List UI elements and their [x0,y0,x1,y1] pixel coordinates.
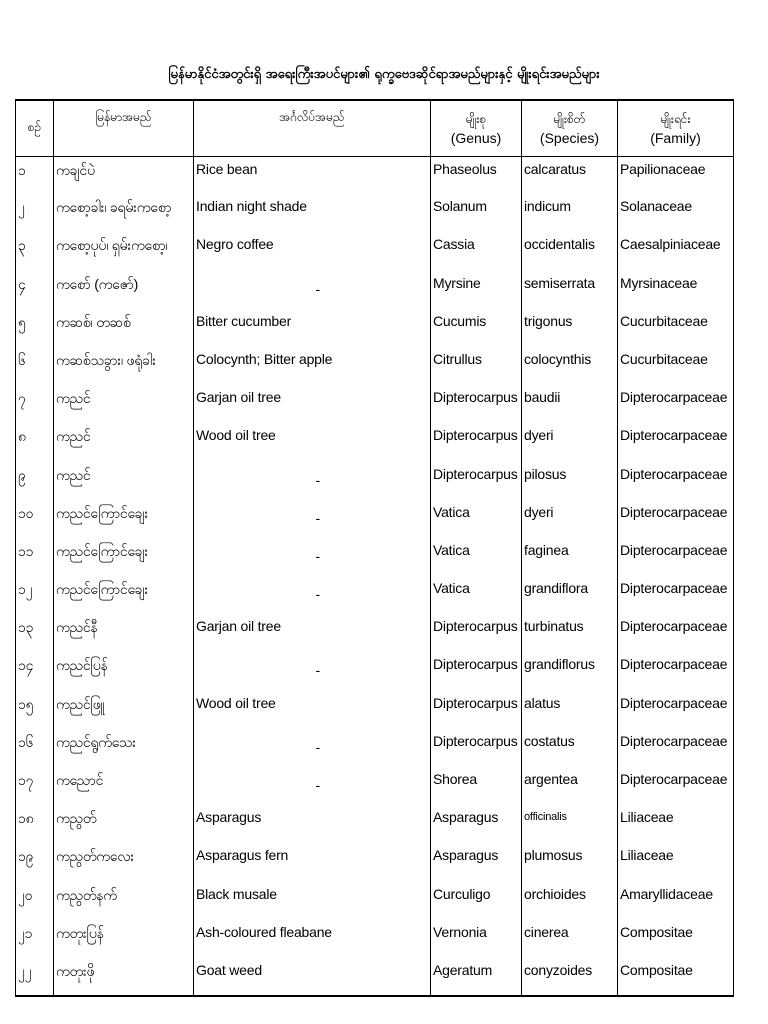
family-cell: Dipterocarpaceae [618,767,734,805]
table-row [16,385,734,423]
table-row [16,576,734,614]
table-row [16,347,734,385]
genus-cell: Vernonia [431,920,522,958]
genus-cell: Citrullus [431,347,522,385]
species-cell: pilosus [522,462,618,500]
table-row [16,462,734,500]
myanmar-name-cell: ကတုးပြန် [54,920,194,958]
myanmar-name-cell: ကညင် [54,423,194,461]
genus-cell: Vatica [431,576,522,614]
row-number: ၆ [16,347,54,385]
table-row [16,271,734,309]
family-cell: Myrsinaceae [618,271,734,309]
english-name-cell: - [194,271,431,309]
english-name-cell: - [194,576,431,614]
myanmar-name-cell: ကစော့ပုပ်၊ ရှမ်းကစော့၊ [54,232,194,270]
family-cell: Dipterocarpaceae [618,423,734,461]
row-number: ၁၁ [16,538,54,576]
myanmar-name-cell: ကညင် [54,462,194,500]
family-cell: Dipterocarpaceae [618,691,734,729]
genus-cell: Dipterocarpus [431,462,522,500]
header-english-name: အင်္ဂလိပ်အမည် [194,100,431,156]
genus-cell: Cassia [431,232,522,270]
species-cell: trigonus [522,309,618,347]
page-title: မြန်မာနိုင်ငံအတွင်းရှိ အရေးကြီးအပင်များ၏ ရုက္ခဗေဒဆိုင်ရာအမည်များနှင့် မျိုးရင်းအမည်များ [168,67,600,82]
genus-cell: Dipterocarpus [431,729,522,767]
table-row [16,614,734,652]
table-row [16,194,734,232]
genus-cell: Dipterocarpus [431,652,522,690]
row-number: ၁၉ [16,843,54,881]
row-number: ၂၁ [16,920,54,958]
table-row [16,691,734,729]
species-cell: dyeri [522,423,618,461]
species-cell: officinalis [522,805,618,843]
family-cell: Dipterocarpaceae [618,729,734,767]
family-cell: Dipterocarpaceae [618,652,734,690]
english-name-cell: Goat weed [194,958,431,996]
myanmar-name-cell: ကညင်ပြန် [54,652,194,690]
table-row [16,958,734,996]
genus-cell: Dipterocarpus [431,691,522,729]
genus-cell: Asparagus [431,843,522,881]
english-name-cell: Asparagus [194,805,431,843]
header-family: မျိုးရင်း (Family) [618,100,734,156]
row-number: ၁၈ [16,805,54,843]
myanmar-name-cell: ကညင်ရွက်သေး [54,729,194,767]
family-cell: Liliaceae [618,843,734,881]
species-cell: semiserrata [522,271,618,309]
row-number: ၁ [16,156,54,194]
species-cell: orchioides [522,882,618,920]
genus-cell: Myrsine [431,271,522,309]
family-cell: Papilionaceae [618,156,734,194]
species-cell: dyeri [522,500,618,538]
species-cell: calcaratus [522,156,618,194]
myanmar-name-cell: ကဆစ်၊ တဆစ် [54,309,194,347]
plant-names-table [15,99,734,997]
table-row [16,652,734,690]
myanmar-name-cell: ကညင် [54,385,194,423]
row-number: ၉ [16,462,54,500]
family-cell: Amaryllidaceae [618,882,734,920]
genus-cell: Curculigo [431,882,522,920]
table-row [16,232,734,270]
row-number: ၁၄ [16,652,54,690]
species-cell: indicum [522,194,618,232]
myanmar-name-cell: ကညင်ဖြူ [54,691,194,729]
family-cell: Dipterocarpaceae [618,500,734,538]
myanmar-name-cell: ကဆစ်သခွား၊ ဖရုံခါး [54,347,194,385]
myanmar-name-cell: ကညင်ကြောင်ချေး [54,538,194,576]
genus-cell: Cucumis [431,309,522,347]
english-name-cell: Garjan oil tree [194,614,431,652]
family-cell: Dipterocarpaceae [618,462,734,500]
species-cell: occidentalis [522,232,618,270]
header-myanmar-name: မြန်မာအမည် [54,100,194,156]
english-name-cell: - [194,462,431,500]
myanmar-name-cell: ကစော် (ကဇော်) [54,271,194,309]
myanmar-name-cell: ကညွတ်နက် [54,882,194,920]
english-name-cell: - [194,767,431,805]
english-name-cell: - [194,538,431,576]
table-row [16,882,734,920]
myanmar-name-cell: ကညင်ကြောင်ချေး [54,576,194,614]
myanmar-name-cell: ကချင်ပဲ [54,156,194,194]
myanmar-name-cell: ကစော့ခါး၊ ခရမ်းကစော့ [54,194,194,232]
table-row [16,309,734,347]
english-name-cell: - [194,500,431,538]
genus-cell: Dipterocarpus [431,423,522,461]
english-name-cell: Garjan oil tree [194,385,431,423]
genus-cell: Solanum [431,194,522,232]
row-number: ၅ [16,309,54,347]
species-cell: baudii [522,385,618,423]
header-genus: မျိုးစု (Genus) [431,100,522,156]
species-cell: grandiflorus [522,652,618,690]
family-cell: Solanaceae [618,194,734,232]
myanmar-name-cell: ကတုးဖို [54,958,194,996]
table-row [16,805,734,843]
species-cell: conyzoides [522,958,618,996]
row-number: ၂၀ [16,882,54,920]
species-cell: faginea [522,538,618,576]
row-number: ၂ [16,194,54,232]
row-number: ၁၂ [16,576,54,614]
species-cell: alatus [522,691,618,729]
english-name-cell: Indian night shade [194,194,431,232]
myanmar-name-cell: ကညင်ကြောင်ချေး [54,500,194,538]
species-cell: grandiflora [522,576,618,614]
table-row [16,500,734,538]
table-row [16,729,734,767]
myanmar-name-cell: ကညွတ် [54,805,194,843]
english-name-cell: Black musale [194,882,431,920]
family-cell: Caesalpiniaceae [618,232,734,270]
table-row [16,843,734,881]
english-name-cell: - [194,652,431,690]
english-name-cell: Bitter cucumber [194,309,431,347]
genus-cell: Phaseolus [431,156,522,194]
family-cell: Dipterocarpaceae [618,538,734,576]
row-number: ၁၇ [16,767,54,805]
family-cell: Cucurbitaceae [618,347,734,385]
table-row [16,156,734,194]
row-number: ၁၆ [16,729,54,767]
header-no: စဉ် [16,100,54,156]
family-cell: Liliaceae [618,805,734,843]
row-number: ၂၂ [16,958,54,996]
english-name-cell: Wood oil tree [194,423,431,461]
myanmar-name-cell: ကညောင် [54,767,194,805]
species-cell: colocynthis [522,347,618,385]
species-cell: argentea [522,767,618,805]
family-cell: Dipterocarpaceae [618,614,734,652]
english-name-cell: Colocynth; Bitter apple [194,347,431,385]
english-name-cell: Negro coffee [194,232,431,270]
english-name-cell: - [194,729,431,767]
genus-cell: Dipterocarpus [431,614,522,652]
species-cell: cinerea [522,920,618,958]
english-name-cell: Wood oil tree [194,691,431,729]
english-name-cell: Rice bean [194,156,431,194]
row-number: ၈ [16,423,54,461]
english-name-cell: Ash-coloured fleabane [194,920,431,958]
genus-cell: Asparagus [431,805,522,843]
genus-cell: Dipterocarpus [431,385,522,423]
genus-cell: Vatica [431,538,522,576]
table-row [16,538,734,576]
english-name-cell: Asparagus fern [194,843,431,881]
species-cell: turbinatus [522,614,618,652]
table-row [16,920,734,958]
myanmar-name-cell: ကညင်နီ [54,614,194,652]
myanmar-name-cell: ကညွတ်ကလေး [54,843,194,881]
row-number: ၁၃ [16,614,54,652]
table-row [16,767,734,805]
row-number: ၇ [16,385,54,423]
family-cell: Dipterocarpaceae [618,576,734,614]
species-cell: costatus [522,729,618,767]
family-cell: Cucurbitaceae [618,309,734,347]
table-header-row [16,100,734,156]
row-number: ၄ [16,271,54,309]
genus-cell: Shorea [431,767,522,805]
header-species: မျိုးစိတ် (Species) [522,100,618,156]
genus-cell: Vatica [431,500,522,538]
family-cell: Compositae [618,920,734,958]
row-number: ၃ [16,232,54,270]
family-cell: Compositae [618,958,734,996]
genus-cell: Ageratum [431,958,522,996]
row-number: ၁၅ [16,691,54,729]
family-cell: Dipterocarpaceae [618,385,734,423]
row-number: ၁၀ [16,500,54,538]
species-cell: plumosus [522,843,618,881]
table-row [16,423,734,461]
